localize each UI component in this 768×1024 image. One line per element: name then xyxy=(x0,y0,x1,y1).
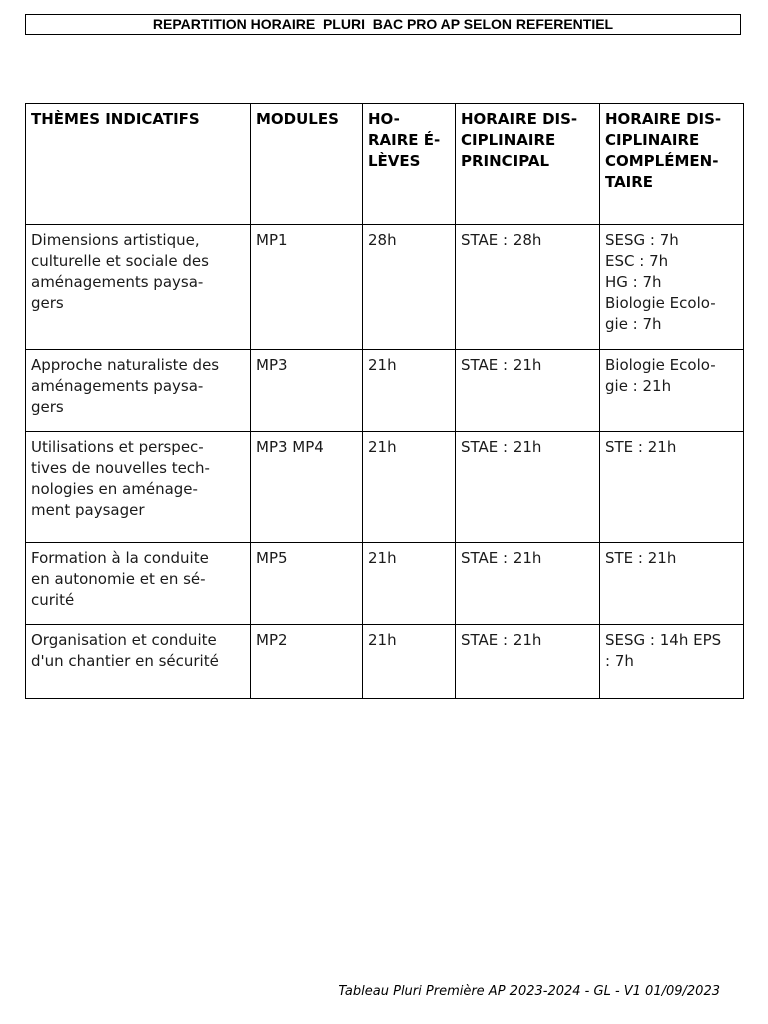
cell-hours xyxy=(363,625,456,699)
cell-complementary xyxy=(600,350,744,432)
cell-line: gie : 21h xyxy=(605,377,672,395)
cell-line: STAE : 21h xyxy=(461,631,542,649)
cell-line: HG : 7h xyxy=(605,273,662,291)
cell-theme xyxy=(26,432,251,543)
cell-line: STE : 21h xyxy=(605,438,677,456)
cell-line: STAE : 28h xyxy=(461,231,542,249)
table-row xyxy=(26,625,744,699)
header-principal-hours xyxy=(456,104,600,225)
cell-complementary xyxy=(600,543,744,625)
cell-complementary xyxy=(600,625,744,699)
cell-line: MP2 xyxy=(256,631,288,649)
cell-line: STAE : 21h xyxy=(461,549,542,567)
cell-line: STAE : 21h xyxy=(461,356,542,374)
cell-line: MP5 xyxy=(256,549,288,567)
header-modules xyxy=(251,104,363,225)
cell-principal xyxy=(456,625,600,699)
table-row xyxy=(26,432,744,543)
header-row xyxy=(26,104,744,225)
table-row xyxy=(26,350,744,432)
cell-theme xyxy=(26,625,251,699)
cell-line: gers xyxy=(31,294,64,312)
cell-principal xyxy=(456,432,600,543)
cell-modules xyxy=(251,432,363,543)
header-complementary-line: HORAIRE DIS- xyxy=(605,110,722,128)
cell-line: STE : 21h xyxy=(605,549,677,567)
cell-line: ment paysager xyxy=(31,501,145,519)
cell-line: 28h xyxy=(368,231,397,249)
cell-line: Approche naturaliste des xyxy=(31,356,220,374)
cell-line: Biologie Ecolo- xyxy=(605,294,716,312)
cell-principal xyxy=(456,543,600,625)
cell-hours xyxy=(363,350,456,432)
header-complementary-line: CIPLINAIRE xyxy=(605,131,700,149)
header-complementary-line: TAIRE xyxy=(605,173,654,191)
cell-line: Utilisations et perspec- xyxy=(31,438,204,456)
cell-line: gie : 7h xyxy=(605,315,662,333)
cell-line: 21h xyxy=(368,356,397,374)
cell-line: culturelle et sociale des xyxy=(31,252,209,270)
table-row xyxy=(26,543,744,625)
cell-line: gers xyxy=(31,398,64,416)
cell-complementary xyxy=(600,225,744,350)
header-themes xyxy=(26,104,251,225)
header-themes-line: THÈMES INDICATIFS xyxy=(31,110,200,128)
cell-line: 21h xyxy=(368,438,397,456)
cell-line: nologies en aménage- xyxy=(31,480,198,498)
cell-line: aménagements paysa- xyxy=(31,377,204,395)
cell-line: Dimensions artistique, xyxy=(31,231,200,249)
header-principal-line: PRINCIPAL xyxy=(461,152,550,170)
cell-line: STAE : 21h xyxy=(461,438,542,456)
document-title: REPARTITION HORAIRE PLURI BAC PRO AP SELON REFERENTIEL xyxy=(25,14,741,35)
cell-hours xyxy=(363,225,456,350)
header-student-hours xyxy=(363,104,456,225)
cell-line: d'un chantier en sécurité xyxy=(31,652,219,670)
cell-line: SESG : 14h EPS xyxy=(605,631,722,649)
cell-line: MP3 xyxy=(256,356,288,374)
header-principal-line: HORAIRE DIS- xyxy=(461,110,578,128)
header-student-hours-line: RAIRE É- xyxy=(368,131,441,149)
cell-modules xyxy=(251,543,363,625)
cell-line: ESC : 7h xyxy=(605,252,669,270)
cell-theme xyxy=(26,350,251,432)
cell-line: 21h xyxy=(368,549,397,567)
cell-principal xyxy=(456,225,600,350)
cell-theme xyxy=(26,225,251,350)
cell-modules xyxy=(251,625,363,699)
cell-line: Biologie Ecolo- xyxy=(605,356,716,374)
table-row xyxy=(26,225,744,350)
cell-line: tives de nouvelles tech- xyxy=(31,459,210,477)
cell-modules xyxy=(251,225,363,350)
header-complementary-line: COMPLÉMEN- xyxy=(605,152,719,170)
cell-hours xyxy=(363,432,456,543)
cell-line: Formation à la conduite xyxy=(31,549,209,567)
cell-line: SESG : 7h xyxy=(605,231,679,249)
cell-line: : 7h xyxy=(605,652,634,670)
cell-line: MP3 MP4 xyxy=(256,438,324,456)
cell-principal xyxy=(456,350,600,432)
header-student-hours-line: LÈVES xyxy=(368,152,421,170)
header-modules-line: MODULES xyxy=(256,110,339,128)
cell-line: curité xyxy=(31,591,75,609)
cell-hours xyxy=(363,543,456,625)
cell-line: aménagements paysa- xyxy=(31,273,204,291)
cell-complementary xyxy=(600,432,744,543)
schedule-table xyxy=(25,103,744,699)
header-complementary-hours xyxy=(600,104,744,225)
cell-line: MP1 xyxy=(256,231,288,249)
cell-modules xyxy=(251,350,363,432)
header-student-hours-line: HO- xyxy=(368,110,400,128)
cell-theme xyxy=(26,543,251,625)
header-principal-line: CIPLINAIRE xyxy=(461,131,556,149)
cell-line: en autonomie et en sé- xyxy=(31,570,206,588)
cell-line: Organisation et conduite xyxy=(31,631,217,649)
page-footer: Tableau Pluri Première AP 2023-2024 - GL - V1 01/09/2023 xyxy=(338,984,720,999)
cell-line: 21h xyxy=(368,631,397,649)
